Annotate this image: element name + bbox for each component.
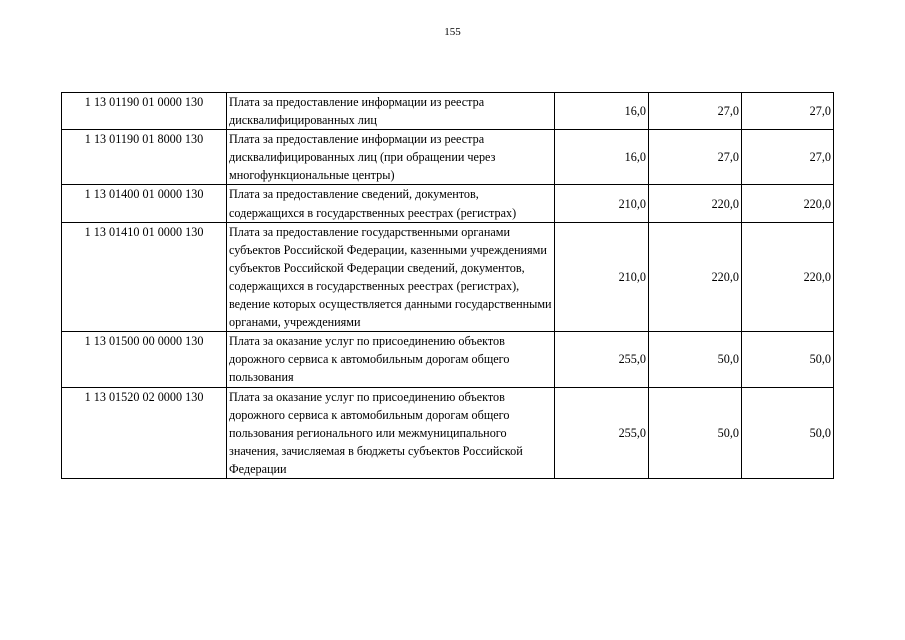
table-row bbox=[62, 387, 834, 478]
revenue-name-cell: Плата за предоставление информации из реестра дисквалифицированных лиц (при обращении через многофункциональные центры) bbox=[227, 130, 555, 185]
value-year3-cell: 50,0 bbox=[742, 332, 834, 387]
value-year3-cell: 220,0 bbox=[742, 222, 834, 332]
revenue-name-cell: Плата за предоставление государственными органами субъектов Российской Федерации, казенными учреждениями субъектов Российской Федерации сведений, документов, содержащихся в государственных реестрах (регистрах), ведение которых осуществляется данными государственными органами, учреждениями bbox=[227, 222, 555, 332]
revenue-code-cell: 1 13 01520 02 0000 130 bbox=[62, 387, 227, 478]
value-year1-cell: 210,0 bbox=[555, 185, 649, 222]
value-year1-cell: 16,0 bbox=[555, 93, 649, 130]
value-year3-cell: 27,0 bbox=[742, 93, 834, 130]
revenue-name-cell: Плата за оказание услуг по присоединению объектов дорожного сервиса к автомобильным дорогам общего пользования bbox=[227, 332, 555, 387]
value-year2-cell: 50,0 bbox=[649, 332, 742, 387]
value-year2-cell: 27,0 bbox=[649, 130, 742, 185]
revenue-code-cell: 1 13 01500 00 0000 130 bbox=[62, 332, 227, 387]
revenue-name-cell: Плата за предоставление сведений, документов, содержащихся в государственных реестрах (регистрах) bbox=[227, 185, 555, 222]
revenue-code-cell: 1 13 01410 01 0000 130 bbox=[62, 222, 227, 332]
revenue-code-cell: 1 13 01400 01 0000 130 bbox=[62, 185, 227, 222]
table-row bbox=[62, 332, 834, 387]
value-year1-cell: 255,0 bbox=[555, 387, 649, 478]
page-number: 155 bbox=[444, 26, 461, 38]
revenue-code-cell: 1 13 01190 01 8000 130 bbox=[62, 130, 227, 185]
value-year2-cell: 220,0 bbox=[649, 185, 742, 222]
revenue-name-cell: Плата за оказание услуг по присоединению объектов дорожного сервиса к автомобильным дорогам общего пользования регионального или межмуниципального значения, зачисляемая в бюджеты субъектов Российской Федерации bbox=[227, 387, 555, 478]
value-year3-cell: 50,0 bbox=[742, 387, 834, 478]
budget-revenue-table bbox=[61, 92, 834, 479]
value-year1-cell: 255,0 bbox=[555, 332, 649, 387]
value-year2-cell: 50,0 bbox=[649, 387, 742, 478]
value-year3-cell: 220,0 bbox=[742, 185, 834, 222]
table-row bbox=[62, 222, 834, 332]
value-year2-cell: 220,0 bbox=[649, 222, 742, 332]
table-row bbox=[62, 130, 834, 185]
value-year1-cell: 210,0 bbox=[555, 222, 649, 332]
value-year2-cell: 27,0 bbox=[649, 93, 742, 130]
revenue-name-cell: Плата за предоставление информации из реестра дисквалифицированных лиц bbox=[227, 93, 555, 130]
value-year1-cell: 16,0 bbox=[555, 130, 649, 185]
value-year3-cell: 27,0 bbox=[742, 130, 834, 185]
revenue-code-cell: 1 13 01190 01 0000 130 bbox=[62, 93, 227, 130]
table-row bbox=[62, 93, 834, 130]
table-row bbox=[62, 185, 834, 222]
